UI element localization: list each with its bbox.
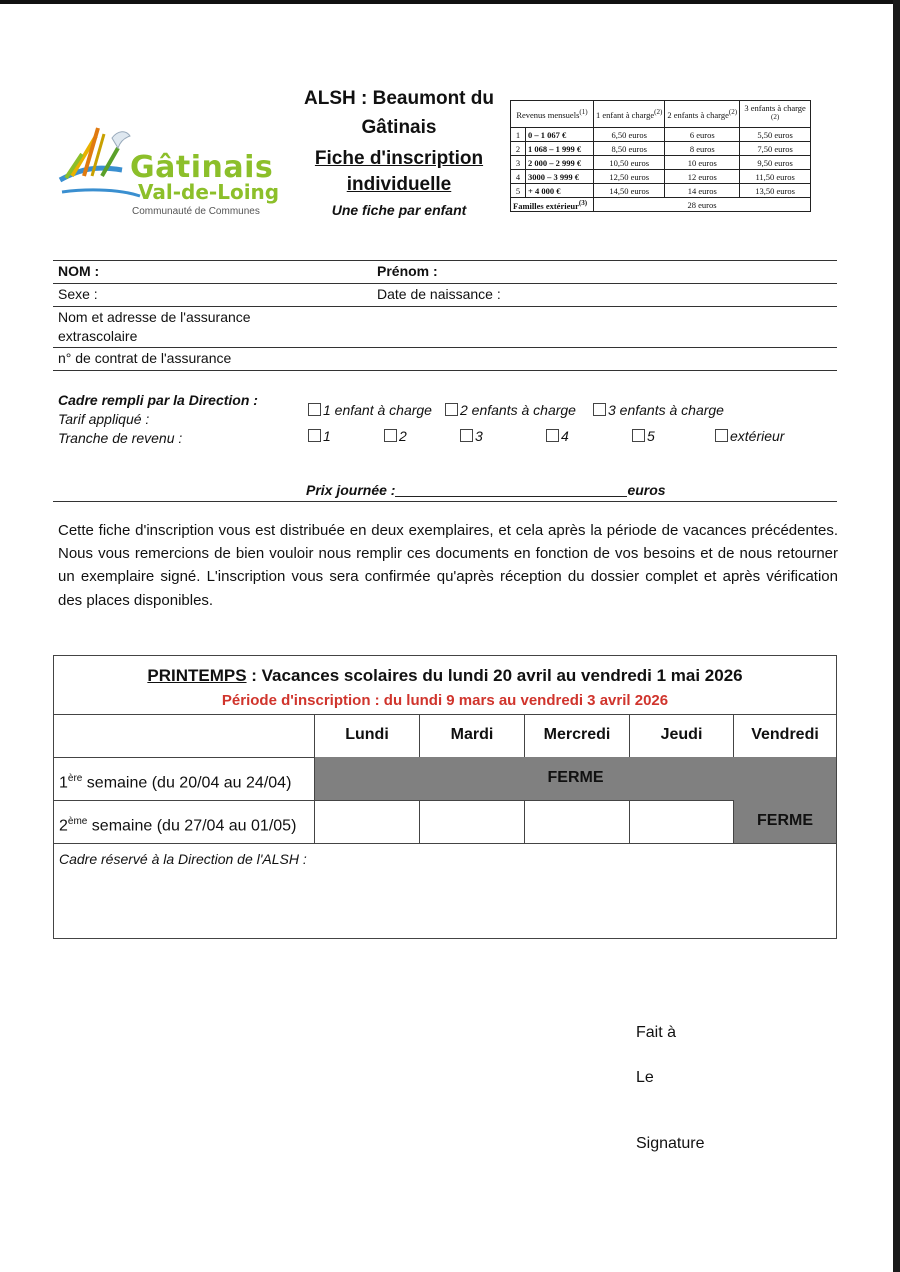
fait-a: Fait à	[636, 1024, 677, 1041]
schedule-header	[54, 656, 836, 715]
schedule-title: PRINTEMPS : Vacances scolaires du lundi 20 avril au vendredi 1 mai 2026	[147, 666, 743, 685]
identity-row	[53, 283, 837, 306]
logo-graphic	[52, 118, 142, 208]
option-2-enfants[interactable]: 2 enfants à charge	[445, 402, 576, 418]
identity-row	[53, 306, 837, 347]
right-border	[893, 0, 900, 1272]
prix-journee	[306, 482, 666, 498]
week2-lundi-cell[interactable]	[314, 800, 419, 844]
tariff-header: Revenus mensuels$^{(1)}$	[511, 101, 594, 128]
info-paragraph: Cette fiche d'inscription vous est distribuée en deux exemplaires, et cela après la période de vacances précédentes. Nous vous remercions de bien vouloir nous remplir ces documents en fonction de vos besoins et de nous retourner un exemplaire signé. L'inscription vous sera confirmée qu'après réception du dossier complet et après vérification des places disponibles.	[58, 522, 838, 609]
tariff-row: 3 2 000 – 2 999 € 10,50 euros 10 euros 9,50 euros	[511, 156, 811, 170]
logo-line1: Gâtinais	[130, 150, 274, 185]
tranche-2[interactable]: 2	[384, 428, 407, 444]
assurance-label-line1: Nom et adresse de l'assurance	[58, 309, 251, 325]
tranche-label: Tranche de revenu :	[58, 430, 183, 446]
schedule-period: Période d'inscription : du lundi 9 mars au vendredi 3 avril 2026	[221, 692, 669, 709]
day-header: Mercredi	[524, 714, 629, 758]
day-header: Mardi	[419, 714, 524, 758]
tranche-exterieur[interactable]: extérieur	[715, 428, 784, 444]
logo-line2: Val-de-Loing	[138, 180, 280, 204]
checkbox[interactable]	[308, 403, 321, 416]
prix-unit: euros	[627, 482, 666, 498]
top-border	[0, 0, 900, 4]
direction-note: Cadre réservé à la Direction de l'ALSH :	[59, 851, 307, 867]
checkbox[interactable]	[546, 429, 559, 442]
empty-corner	[54, 714, 314, 758]
checkbox[interactable]	[593, 403, 606, 416]
form-title-line2: individuelle	[346, 174, 452, 195]
tariff-row: 1 0 – 1 067 € 6,50 euros 6 euros 5,50 euros	[511, 128, 811, 142]
tranche-1[interactable]: 1	[308, 428, 331, 444]
option-1-enfant[interactable]: 1 enfant à charge	[308, 402, 432, 418]
tariff-row-ext: Familles extérieur$^{(3)}$ 28 euros	[511, 198, 811, 212]
tariff-row: 5 + 4 000 € 14,50 euros 14 euros 13,50 euros	[511, 184, 811, 198]
direction-block	[58, 392, 258, 446]
day-header: Jeudi	[629, 714, 733, 758]
divider	[53, 501, 837, 502]
tariff-header: 1 enfant à charge$^{(2)}$	[594, 101, 665, 128]
title-line2: Gâtinais	[361, 117, 437, 138]
checkbox[interactable]	[445, 403, 458, 416]
identity-table	[53, 260, 837, 371]
day-header: Lundi	[314, 714, 419, 758]
identity-row	[53, 347, 837, 371]
date-le: Le	[636, 1069, 654, 1086]
schedule-table	[53, 655, 837, 939]
tariff-row: 4 3000 – 3 999 € 12,50 euros 12 euros 11,50 euros	[511, 170, 811, 184]
checkbox[interactable]	[384, 429, 397, 442]
week1-label: 1ère semaine (du 20/04 au 24/04)	[54, 757, 314, 801]
title-line1: ALSH : Beaumont du	[304, 88, 494, 109]
week2-jeudi-cell[interactable]	[629, 800, 733, 844]
tariff-header: 3 enfants à charge $^{(2)}$	[740, 101, 811, 128]
week2-vendredi-closed: FERME	[733, 800, 836, 844]
checkbox[interactable]	[632, 429, 645, 442]
sexe-label: Sexe :	[58, 286, 98, 302]
week2-label: 2ème semaine (du 27/04 au 01/05)	[54, 800, 314, 844]
logo-tagline: Communauté de Communes	[132, 206, 260, 217]
tariff-header: 2 enfants à charge$^{(2)}$	[665, 101, 740, 128]
direction-title: Cadre rempli par la Direction :	[58, 392, 258, 408]
prix-label: Prix journée :	[306, 482, 396, 498]
form-title-line1: Fiche d'inscription	[314, 148, 484, 169]
week1-closed: FERME	[314, 757, 836, 801]
day-header: Vendredi	[733, 714, 836, 758]
assurance-label-line2: extrascolaire	[58, 328, 138, 344]
signature: Signature	[636, 1135, 705, 1152]
checkbox[interactable]	[715, 429, 728, 442]
logo	[52, 118, 282, 228]
tranche-4[interactable]: 4	[546, 428, 569, 444]
tariff-row: 2 1 068 – 1 999 € 8,50 euros 8 euros 7,50 euros	[511, 142, 811, 156]
prix-field[interactable]	[395, 482, 627, 497]
tranche-5[interactable]: 5	[632, 428, 655, 444]
prenom-label: Prénom :	[377, 263, 438, 279]
tariff-table	[510, 100, 811, 212]
naissance-label: Date de naissance :	[377, 286, 501, 302]
checkbox[interactable]	[460, 429, 473, 442]
contrat-label: n° de contrat de l'assurance	[58, 350, 232, 366]
tranche-3[interactable]: 3	[460, 428, 483, 444]
week2-mardi-cell[interactable]	[419, 800, 524, 844]
week2-mercredi-cell[interactable]	[524, 800, 629, 844]
checkbox[interactable]	[308, 429, 321, 442]
option-3-enfants[interactable]: 3 enfants à charge	[593, 402, 724, 418]
tarif-label: Tarif appliqué :	[58, 411, 150, 427]
identity-row	[53, 260, 837, 283]
header	[298, 84, 500, 218]
form-note: Une fiche par enfant	[331, 202, 467, 218]
nom-label: NOM :	[58, 263, 100, 279]
